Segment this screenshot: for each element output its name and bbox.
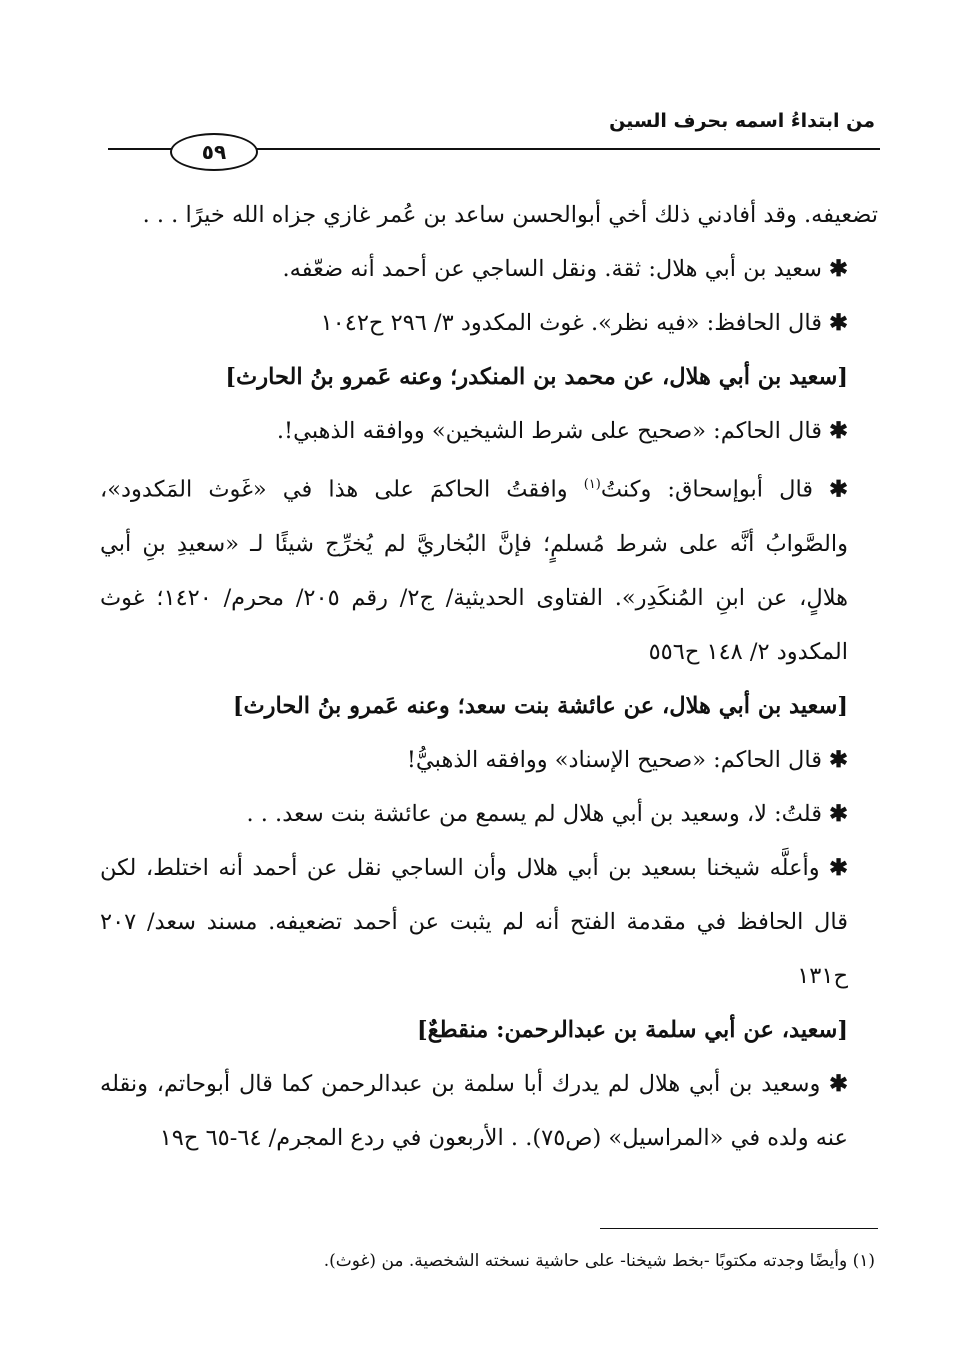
paragraph (100, 733, 878, 787)
paragraph-text: وأعلَّه شيخنا بسعيد بن أبي هلال وأن الساجي نقل عن أحمد أنه اختلط، لكن قال الحافظ في مقدمة الفتح أنه لم يثبت عن أحمد تضعيفه. مسند سعد/ ٢٠٧ ح١٣١ (100, 854, 848, 989)
footnote-rule (600, 1228, 878, 1229)
paragraph-text: سعيد بن أبي هلال: ثقة. ونقل الساجي عن أحمد أنه ضعّفه. (282, 256, 822, 282)
paragraph-text: قال الحاكم: «صحيح الإسناد» ووافقه الذهبيُّ! (406, 746, 822, 773)
paragraph: تضعيفه. وقد أفادني ذلك أخي أبوالحسن ساعد بن عُمر غازي جزاه الله خيرًا . . . (142, 202, 878, 228)
paragraph-text: قال أبوإسحاق: وكنتُ (600, 476, 814, 503)
paragraph-text: وافقتُ الحاكمَ على هذا في «غَوث المَكدود»، والصَّوابُ أنَّه على شرط مُسلمٍ؛ فإنَّ البُخاريَّ لم يُخرِّج شيئًا لـ «سعيدِ بنِ أبي هلالٍ، عن ابنِ المُنكَدِر». الفتاوى الحديثية/ ج٢/ رقم ٢٠٥/ محرم/ ١٤٢٠؛ غوث المكدود ٢/ ١٤٨ ح٥٥٦ (100, 476, 848, 665)
paragraph-text: قلتُ: لا، وسعيد بن أبي هلال لم يسمع من عائشة بنت سعد. . . (246, 800, 822, 827)
star-icon: ✱ (829, 854, 849, 881)
footnote: (١) وأيضًا وجدته مكتوبًا -بخط شيخنا- على حاشية نسخته الشخصية. من (غوث). (323, 1251, 875, 1271)
star-icon: ✱ (829, 310, 848, 336)
star-icon: ✱ (829, 1070, 848, 1097)
paragraph (100, 1057, 878, 1165)
paragraph (100, 458, 878, 679)
star-icon: ✱ (829, 746, 848, 773)
paragraph (100, 841, 878, 1003)
paragraph-text: وسعيد بن أبي هلال لم يدرك أبا سلمة بن عبدالرحمن كما قال أبوحاتم، ونقله عنه ولده في «المراسيل» (ص٧٥). . الأربعون في ردع المجرم/ ٦٤-٦٥ ح١٩ (100, 1070, 848, 1151)
paragraph (100, 296, 878, 350)
paragraph-text: قال الحافظ: «فيه نظر». غوث المكدود ٣/ ٢٩٦ ح١٠٤٢ (320, 310, 822, 336)
main-text (100, 188, 878, 1165)
footnote-marker: (١) (583, 477, 601, 492)
running-header: من ابتداءُ اسمه بحرف السين (609, 110, 875, 132)
section-heading: [سعيد، عن أبي سلمة بن عبدالرحمن: منقطعٌ] (417, 1016, 848, 1043)
paragraph (100, 242, 878, 296)
star-icon: ✱ (829, 418, 848, 444)
paragraph (100, 404, 878, 458)
paragraph (100, 787, 878, 841)
section-heading: [سعيد بن أبي هلال، عن عائشة بنت سعد؛ وعنه عَمرو بنُ الحارث] (232, 692, 848, 719)
page-number: ٥٩ (170, 133, 258, 171)
paragraph-text: قال الحاكم: «صحيح على شرط الشيخين» ووافقه الذهبي!. (276, 418, 822, 444)
section-heading: [سعيد بن أبي هلال، عن محمد بن المنكدر؛ وعنه عَمرو بنُ الحارث] (225, 364, 848, 390)
star-icon: ✱ (829, 256, 848, 282)
star-icon: ✱ (829, 476, 849, 503)
star-icon: ✱ (829, 800, 848, 827)
